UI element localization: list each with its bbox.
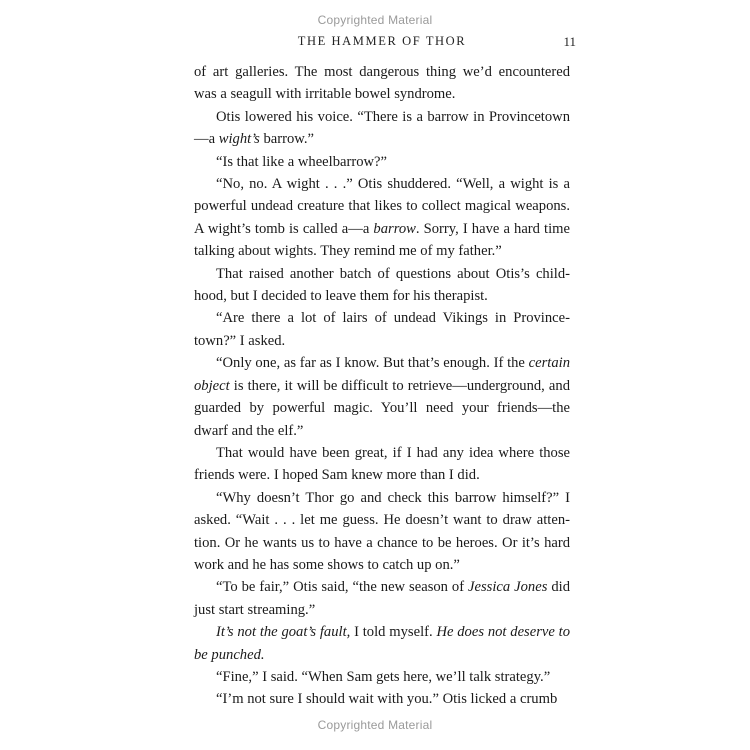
running-title: THE HAMMER OF THOR xyxy=(297,34,467,48)
paragraph xyxy=(194,487,570,577)
running-head xyxy=(194,33,576,51)
text-run: “Is that like a wheelbarrow?” xyxy=(216,153,387,170)
italic-run: He does not deserve to be punched. xyxy=(194,624,570,663)
paragraph xyxy=(194,621,570,666)
text-run: Otis lowered his voice. “There is a barrow in Provincetown—a xyxy=(194,108,570,148)
italic-run: barrow xyxy=(373,220,416,237)
text-run: “Are there a lot of lairs of undead Vikings in Provincetown?” I asked. xyxy=(194,310,570,349)
text-run: did just start streaming.” xyxy=(194,579,570,618)
paragraph xyxy=(194,151,570,173)
text-run: is there, it will be difficult to retrieve—underground, and guarded by powerful magic. You’ll need your friends—the dwarf and the elf.” xyxy=(194,377,570,439)
copyright-watermark-top: Copyrighted Material xyxy=(317,13,433,27)
text-run: “I’m not sure I should wait with you.” Otis licked a crumb xyxy=(216,691,558,708)
paragraph xyxy=(194,352,570,442)
copyright-watermark-bottom: Copyrighted Material xyxy=(317,718,433,732)
paragraph xyxy=(194,106,570,151)
paragraph xyxy=(194,688,570,710)
paragraph xyxy=(194,307,570,352)
text-run: . Sorry, I have a hard time talking about wights. They remind me of my father.” xyxy=(194,220,570,260)
paragraph xyxy=(194,442,570,487)
paragraph xyxy=(194,61,570,106)
text-run: I told myself. xyxy=(350,624,437,641)
text-run: “Why doesn’t Thor go and check this barrow himself?” I asked. “Wait . . . let me guess. He doesn’t want to draw attention. Or he wants us to have a chance to be heroes. Or it’s hard work and he has some shows to catch up on.” xyxy=(194,489,570,573)
paragraph xyxy=(194,173,570,263)
text-run: “To be fair,” Otis said, “the new season of xyxy=(216,579,469,596)
text-run: barrow.” xyxy=(259,131,314,148)
paragraph xyxy=(194,666,570,688)
text-run: of art galleries. The most dangerous thing we’d encountered was a seagull with irritable bowel syndrome. xyxy=(194,64,570,103)
text-run: That raised another batch of questions about Otis’s childhood, but I decided to leave them for his therapist. xyxy=(194,265,570,305)
italic-run: certain object xyxy=(194,355,570,394)
body-text xyxy=(194,61,570,711)
text-run: “Only one, as far as I know. But that’s enough. If the xyxy=(216,355,529,372)
italic-run: wight’s xyxy=(218,131,260,148)
text-run: “Fine,” I said. “When Sam gets here, we’ll talk strategy.” xyxy=(216,668,551,685)
italic-run: It’s not the goat’s fault, xyxy=(216,624,351,641)
text-run: That would have been great, if I had any idea where those friends were. I hoped Sam knew more than I did. xyxy=(194,444,570,484)
text-run: “No, no. A wight . . .” Otis shuddered. “Well, a wight is a powerful undead creature that likes to collect magical weapons. A wight’s tomb is called a—a xyxy=(194,176,570,237)
paragraph xyxy=(194,263,570,308)
paragraph xyxy=(194,576,570,621)
page-number: 11 xyxy=(563,34,576,49)
italic-run: Jessica Jones xyxy=(468,579,548,596)
